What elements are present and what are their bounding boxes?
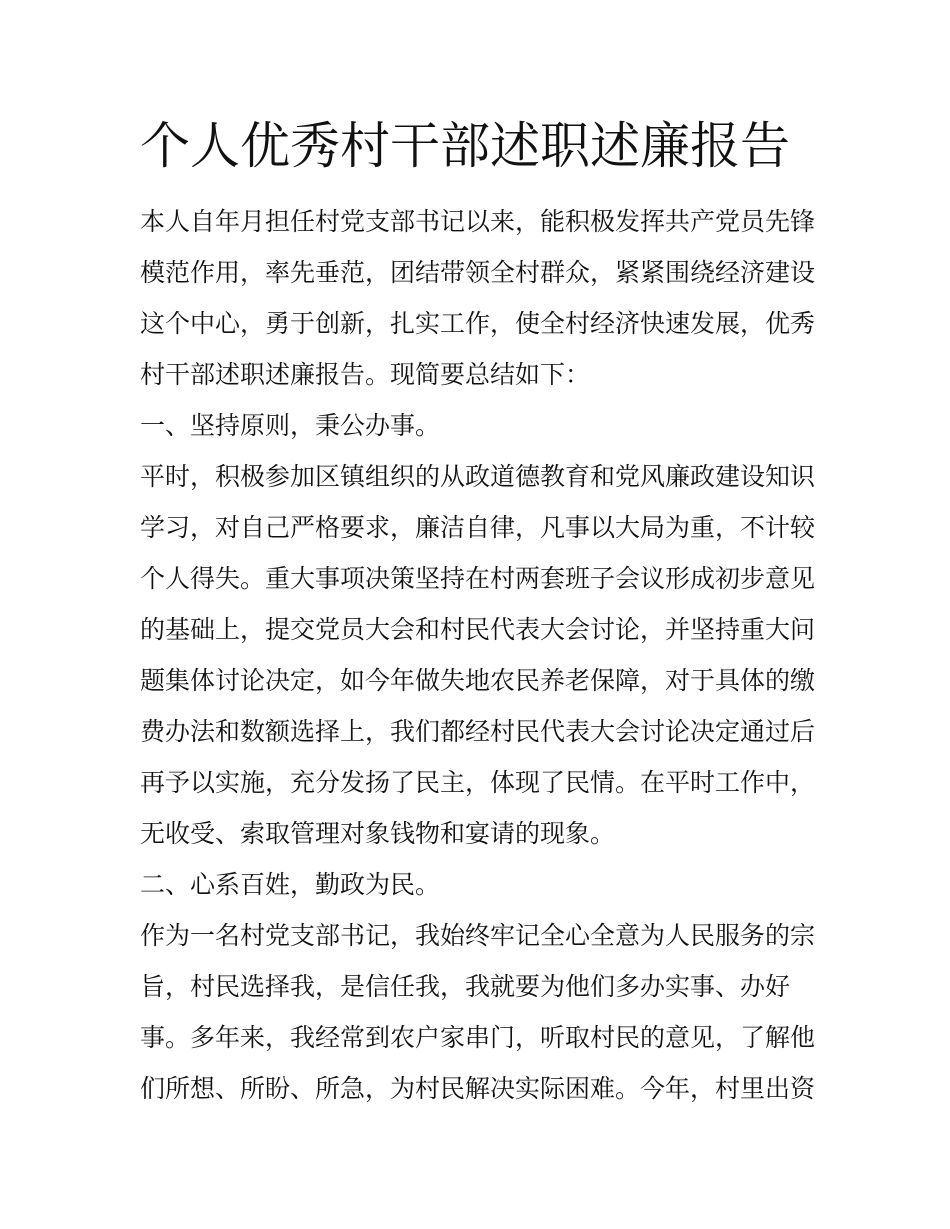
body-line: 平时，积极参加区镇组织的从政道德教育和党风廉政建设知识 — [140, 462, 816, 491]
body-line: 题集体讨论决定，如今年做失地农民养老保障，对于具体的缴 — [140, 666, 816, 695]
body-line: 个人得失。重大事项决策坚持在村两套班子会议形成初步意见 — [140, 564, 816, 593]
body-line: 村干部述职述廉报告。现简要总结如下： — [140, 360, 591, 389]
body-line: 费办法和数额选择上，我们都经村民代表大会讨论决定通过后 — [140, 717, 816, 746]
body-line: 学习，对自己严格要求，廉洁自律，凡事以大局为重，不计较 — [140, 513, 816, 542]
document-title: 个人优秀村干部述职述廉报告 — [140, 117, 790, 175]
body-line: 这个中心，勇于创新，扎实工作，使全村经济快速发展，优秀 — [140, 309, 816, 338]
body-line: 旨，村民选择我，是信任我，我就要为他们多办实事、办好 — [140, 972, 791, 1001]
body-line: 的基础上，提交党员大会和村民代表大会讨论，并坚持重大问 — [140, 615, 816, 644]
body-line: 模范作用，率先垂范，团结带领全村群众，紧紧围绕经济建设 — [140, 258, 816, 287]
section-heading: 一、坚持原则，秉公办事。 — [140, 411, 441, 440]
body-line: 无收受、索取管理对象钱物和宴请的现象。 — [140, 819, 616, 848]
body-line: 事。多年来，我经常到农户家串门，听取村民的意见，了解他 — [140, 1023, 816, 1052]
section-heading: 二、心系百姓，勤政为民。 — [140, 870, 441, 899]
body-line: 们所想、所盼、所急，为村民解决实际困难。今年，村里出资 — [140, 1074, 816, 1103]
body-line: 作为一名村党支部书记，我始终牢记全心全意为人民服务的宗 — [140, 921, 816, 950]
body-line: 本人自年月担任村党支部书记以来，能积极发挥共产党员先锋 — [140, 207, 816, 236]
document-body — [140, 196, 816, 1114]
body-line: 再予以实施，充分发扬了民主，体现了民情。在平时工作中， — [140, 768, 816, 797]
